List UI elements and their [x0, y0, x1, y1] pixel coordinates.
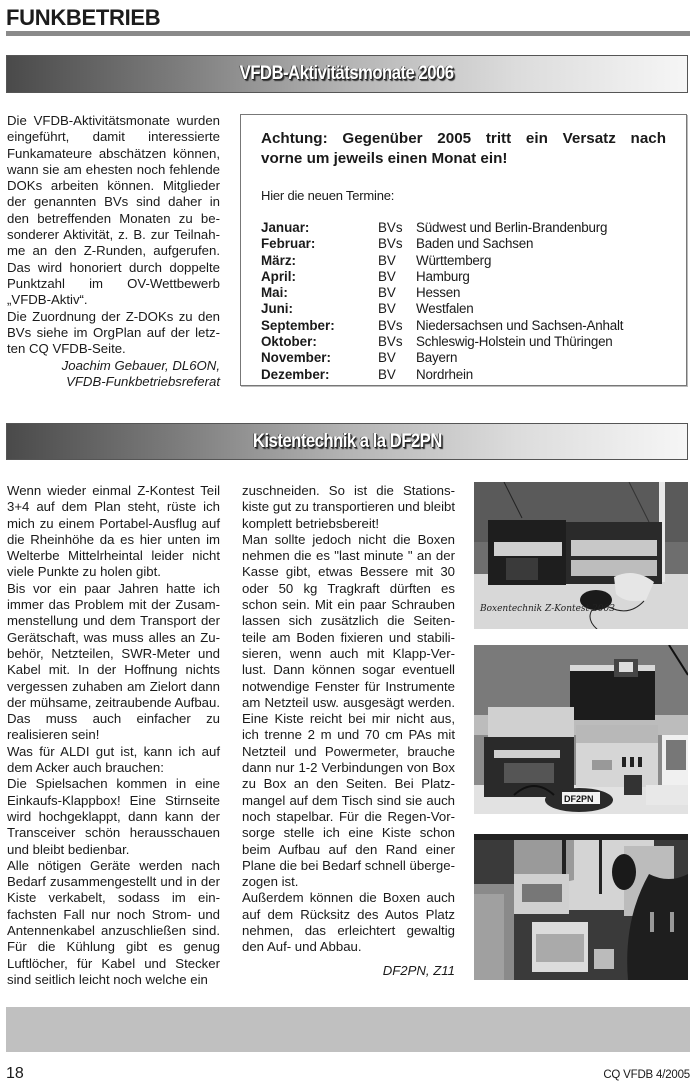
schedule-region: Württemberg [416, 252, 492, 268]
schedule-type: BV [378, 285, 396, 301]
article-column-1 [7, 483, 220, 988]
article-paragraph: Wenn wieder einmal Z-Kontest Teil 3+4 auf dem Plan steht, rüste ich mich zu einem Portabel-Ausflug auf die Rheinhöhe da es hier unten im Welterbe Mittelrheintal leider nicht viele Punkte zu holen gibt. [7, 483, 220, 580]
schedule-month: Juni: [261, 301, 293, 317]
schedule-month: April: [261, 268, 296, 284]
article-banner-aktivitaetsmonate [6, 55, 688, 93]
author-name: Joachim Gebauer, DL6ON, [61, 358, 220, 373]
schedule-row [261, 253, 623, 269]
photo-boxes-in-car [474, 834, 688, 980]
schedule-region: Schleswig-Holstein und Thüringen [416, 334, 613, 350]
article-paragraph: Alle nötigen Geräte werden nach Bedarf zusammengestellt und in der Kiste verkabelt, sodass im einfachsten Fall nur noch Strom- und Antennenkabel anzuschließen sind. Für die Kühlung gibt es genug Luftlöcher, für Kabel und Stecker sind seitlich leicht noch welche ein [7, 857, 220, 987]
schedule-table [261, 220, 623, 383]
photo-stacked-boxes-with-laptop [474, 645, 688, 814]
footer-bar [6, 1007, 690, 1052]
article-signature: DF2PN, Z11 [382, 963, 455, 978]
schedule-row [261, 236, 623, 252]
schedule-type: BVs [378, 317, 403, 333]
notice-headline [261, 129, 666, 168]
schedule-type: BV [378, 268, 396, 284]
schedule-month: Dezember: [261, 366, 330, 382]
schedule-type: BV [378, 301, 396, 317]
schedule-type: BVs [378, 334, 403, 350]
schedule-row [261, 220, 623, 236]
schedule-month: November: [261, 350, 331, 366]
photo-boxes-on-table [474, 482, 688, 629]
notice-intro: Hier die neuen Termine: [261, 188, 395, 203]
schedule-type: BV [378, 366, 396, 382]
schedule-month: Februar: [261, 236, 316, 252]
article-paragraph: zuschneiden. So ist die Stationskiste gut zu transportieren und bleibt komplett betriebsbereit! [242, 483, 455, 531]
schedule-row [261, 367, 623, 383]
author-signature [7, 358, 220, 391]
schedule-row [261, 318, 623, 334]
schedule-type: BVs [378, 220, 403, 235]
schedule-region: Hessen [416, 285, 461, 301]
notice-headline-line: Achtung: Gegenüber 2005 tritt ein Versatz nach [261, 130, 666, 147]
article-paragraph: Man sollte jedoch nicht die Boxen nehmen die es "last minute " an der Kasse gibt, etwas Bessere mit 30 oder 50 kg Tragkraft dürften es schon sein. Mit ein paar Schrauben lassen sich zusätzlich die Seitenteile am Boden fixieren und stabilisieren, wenn auch mit Klapp-Verlust. Dann können sogar eventuell notwendige Fenster für Instrumente am Netzteil usw. ausgesägt werden. Eine Kiste reicht bei mir nicht aus, ich trenne 2 m und 70 cm PAs mit Netzteil und Powermeter, brauche dann nur 1-2 Verbindungen von Box zu Box an den Seiten. Bei Platzmangel auf dem Tisch sind sie auch noch stapelbar. Für die Regen-Vorsorge stelle ich eine Kiste schon beim Aufbau auf den Rand einer Plane die bei Bedarf schnell übergezogen ist. [242, 531, 455, 890]
section-label: FUNKBETRIEB [6, 5, 161, 30]
schedule-row [261, 285, 623, 301]
schedule-region: Hamburg [416, 268, 470, 284]
intro-paragraph: Die VFDB-Aktivitätsmonate wurden eingeführt, damit interessierte Funkamateure abschätzen können, wann sie am ehesten noch fehlende DOKs arbeiten können. Mitglieder der genannten BVs sind daher in den betreffenden Monaten zu besonderer Aktivität, z. B. zur Teilnahme an den Z-Runden, aufgerufen. Das wird honoriert durch doppelte Punktzahl im OV-Wettbewerb „VFDB-Aktiv“. [7, 113, 220, 308]
handwritten-caption: Boxentechnik Z-Kontest 2003 [480, 604, 615, 614]
schedule-month: Mai: [261, 285, 288, 301]
page-number: 18 [6, 1065, 24, 1082]
article-paragraph: Außerdem können die Boxen auch auf dem Rücksitz des Autos Platz nehmen, das erleichtert gewaltig den Auf- und Abbau. [242, 890, 455, 955]
article-banner-kistentechnik [6, 423, 688, 460]
article-column-2 [242, 483, 455, 956]
intro-column [7, 113, 220, 357]
article-paragraph: Die Spielsachen kommen in eine Einkaufs-Klappbox! Eine Stirnseite wird hochgeklappt, dann kann der Transceiver schön herausschauen und bleibt bedienbar. [7, 776, 220, 857]
schedule-region: Niedersachsen und Sachsen-Anhalt [416, 317, 624, 333]
schedule-region: Südwest und Berlin-Brandenburg [416, 220, 608, 235]
article-title: VFDB-Aktivitätsmonate 2006 [240, 63, 454, 84]
section-rule [6, 31, 690, 36]
intro-paragraph: Die Zuordnung der Z-DOKs zu den BVs siehe im OrgPlan auf der letzten CQ VFDB-Seite. [7, 308, 220, 357]
schedule-row [261, 269, 623, 285]
schedule-month: September: [261, 317, 335, 333]
author-role: VFDB-Funkbetriebsreferat [66, 374, 220, 390]
article-title: Kistentechnik a la DF2PN [252, 430, 442, 452]
schedule-month: Januar: [261, 220, 310, 235]
schedule-region: Nordrhein [416, 366, 473, 382]
article-paragraph: Was für ALDI gut ist, kann ich auf dem Acker auch brauchen: [7, 743, 220, 776]
article-paragraph: Bis vor ein paar Jahren hatte ich immer das Problem mit der Zusammenstellung und dem Transport der Gerätschaft, was muss alles an Zubehör, Netzteilen, SWR-Meter und Kabel mit. In der Hoffnung nichts vergessen zuhaben am Zielort dann der mühsame, zeitraubende Aufbau. Das muss auch einfacher zu realisieren sein! [7, 580, 220, 743]
schedule-month: Oktober: [261, 334, 317, 350]
schedule-type: BVs [378, 236, 403, 252]
callsign-label: DF2PN [564, 794, 594, 804]
schedule-month: März: [261, 252, 296, 268]
schedule-type: BV [378, 252, 396, 268]
schedule-type: BV [378, 350, 396, 366]
issue-label: CQ VFDB 4/2005 [603, 1069, 690, 1081]
schedule-region: Westfalen [416, 301, 474, 317]
schedule-region: Baden und Sachsen [416, 236, 534, 252]
notice-box [240, 114, 687, 386]
schedule-region: Bayern [416, 350, 458, 366]
schedule-row [261, 334, 623, 350]
notice-headline-line: vorne um jeweils einen Monat ein! [261, 149, 508, 167]
schedule-row [261, 301, 623, 317]
schedule-row [261, 350, 623, 366]
